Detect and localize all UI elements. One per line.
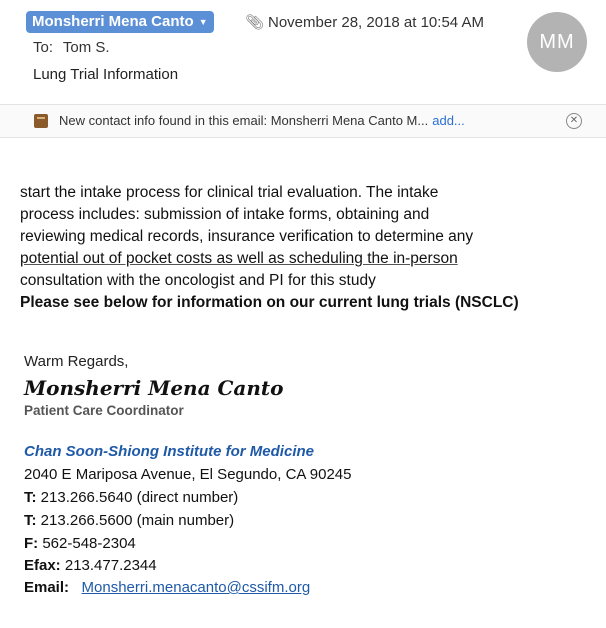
- efax-label: Efax:: [24, 557, 61, 574]
- email-contact: [24, 579, 310, 596]
- body-line: process includes: submission of intake forms, obtaining and: [20, 206, 430, 223]
- to-label: To:: [33, 39, 54, 56]
- email-link[interactable]: Monsherri.menacanto@cssifm.org: [81, 579, 311, 596]
- recipient-name[interactable]: Tom S.: [62, 39, 110, 56]
- efax: [24, 557, 157, 574]
- phone-label: T:: [24, 489, 37, 506]
- address: 2040 E Mariposa Avenue, El Segundo, CA 90245: [24, 466, 352, 483]
- email-label: Email:: [24, 579, 70, 596]
- signature-name: Monsherri Mena Canto: [24, 376, 284, 400]
- body-line: start the intake process for clinical trial evaluation. The intake: [20, 184, 439, 201]
- chevron-down-icon: ▼: [198, 17, 208, 27]
- efax-value: 213.477.2344: [64, 557, 157, 574]
- body-line: consultation with the oncologist and PI for this study: [20, 272, 376, 289]
- contact-suggestion-bar: [0, 104, 606, 138]
- phone-label: T:: [24, 512, 37, 529]
- fax: [24, 535, 136, 552]
- phone-main: [24, 512, 234, 529]
- email-subject: Lung Trial Information: [33, 66, 179, 83]
- email-body: [20, 182, 580, 314]
- contacts-book-icon: [34, 114, 48, 128]
- attachment-icon: 📎︎: [245, 14, 265, 31]
- phone-direct: [24, 489, 238, 506]
- organization-name: Chan Soon-Shiong Institute for Medicine: [24, 443, 314, 460]
- sender-name: Monsherri Mena Canto: [32, 13, 194, 30]
- close-icon[interactable]: ✕: [566, 113, 582, 129]
- phone-value: 213.266.5640 (direct number): [40, 489, 239, 506]
- sender-button[interactable]: [26, 11, 214, 33]
- avatar: MM: [527, 12, 587, 72]
- contact-suggestion-label: New contact info found in this email: Monsherri Mena Canto M...: [59, 113, 429, 128]
- closing-text: Warm Regards,: [24, 353, 129, 370]
- body-line-bold: Please see below for information on our current lung trials (NSCLC): [20, 294, 519, 311]
- phone-value: 213.266.5600 (main number): [40, 512, 235, 529]
- fax-label: F:: [24, 535, 39, 552]
- body-line: reviewing medical records, insurance verification to determine any: [20, 228, 474, 245]
- add-contact-link[interactable]: add...: [432, 113, 465, 128]
- contact-suggestion-text: [59, 113, 465, 128]
- body-line-underlined: potential out of pocket costs as well as scheduling the in-person: [20, 250, 458, 267]
- fax-value: 562-548-2304: [42, 535, 136, 552]
- email-header: [0, 0, 606, 100]
- signature-title: Patient Care Coordinator: [24, 403, 184, 418]
- recipient-line: [33, 39, 110, 56]
- email-date: November 28, 2018 at 10:54 AM: [268, 14, 484, 31]
